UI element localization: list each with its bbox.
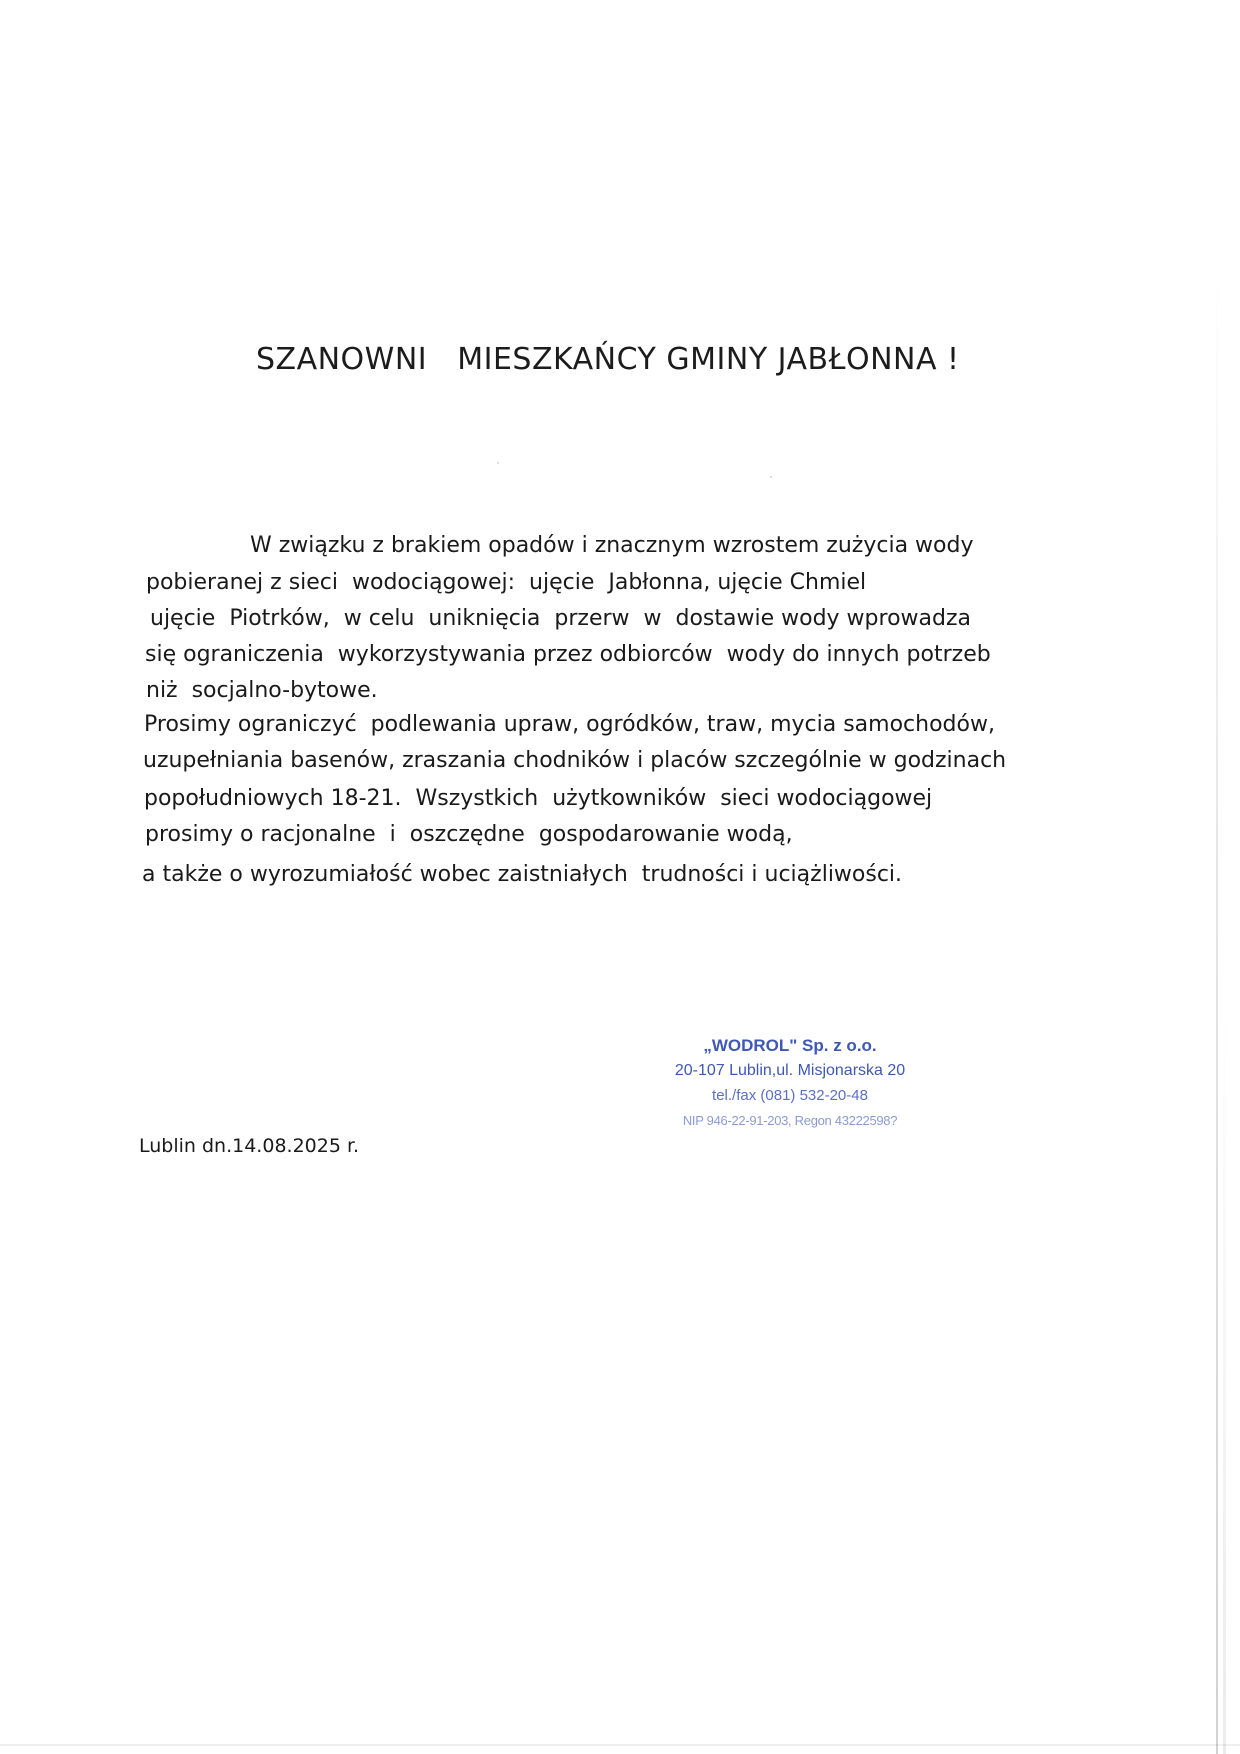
body-line-2: pobieranej z sieci wodociągowej: ujęcie Jabłonna, ujęcie Chmiel [146,570,867,595]
stamp-tax-ids: NIP 946-22-91-203, Regon 43222598? [682,1113,898,1128]
stamp-company-name: „WODROL" Sp. z o.o. [703,1036,877,1055]
stamp-address: 20-107 Lublin,ul. Misjonarska 20 [674,1062,906,1079]
scan-speck [770,476,772,478]
body-line-1: W związku z brakiem opadów i znacznym wzrostem zużycia wody [250,533,974,558]
body-line-6: Prosimy ograniczyć podlewania upraw, ogródków, traw, mycia samochodów, [144,712,995,737]
scan-bottom-edge [0,1744,1240,1746]
page-title: SZANOWNI MIESZKAŃCY GMINY JABŁONNA ! [256,342,960,377]
scan-edge-shadow-secondary [1223,1000,1226,1754]
document-date: Lublin dn.14.08.2025 r. [139,1135,360,1157]
stamp-phone: tel./fax (081) 532-20-48 [712,1087,868,1104]
body-line-7: uzupełniania basenów, zraszania chodników i placów szczególnie w godzinach [143,748,1007,773]
scan-speck [497,462,499,464]
company-stamp [640,1033,940,1133]
body-line-10: a także o wyrozumiałość wobec zaistniałych trudności i uciążliwości. [142,862,903,887]
body-line-3: ujęcie Piotrków, w celu uniknięcia przerw w dostawie wody wprowadza [150,606,972,631]
body-line-9: prosimy o racjonalne i oszczędne gospodarowanie wodą, [145,822,793,847]
scan-edge-shadow [1216,270,1218,1754]
body-line-4: się ograniczenia wykorzystywania przez odbiorców wody do innych potrzeb [145,642,991,667]
body-line-8: popołudniowych 18-21. Wszystkich użytkowników sieci wodociągowej [144,786,933,811]
body-line-5: niż socjalno-bytowe. [146,678,378,703]
